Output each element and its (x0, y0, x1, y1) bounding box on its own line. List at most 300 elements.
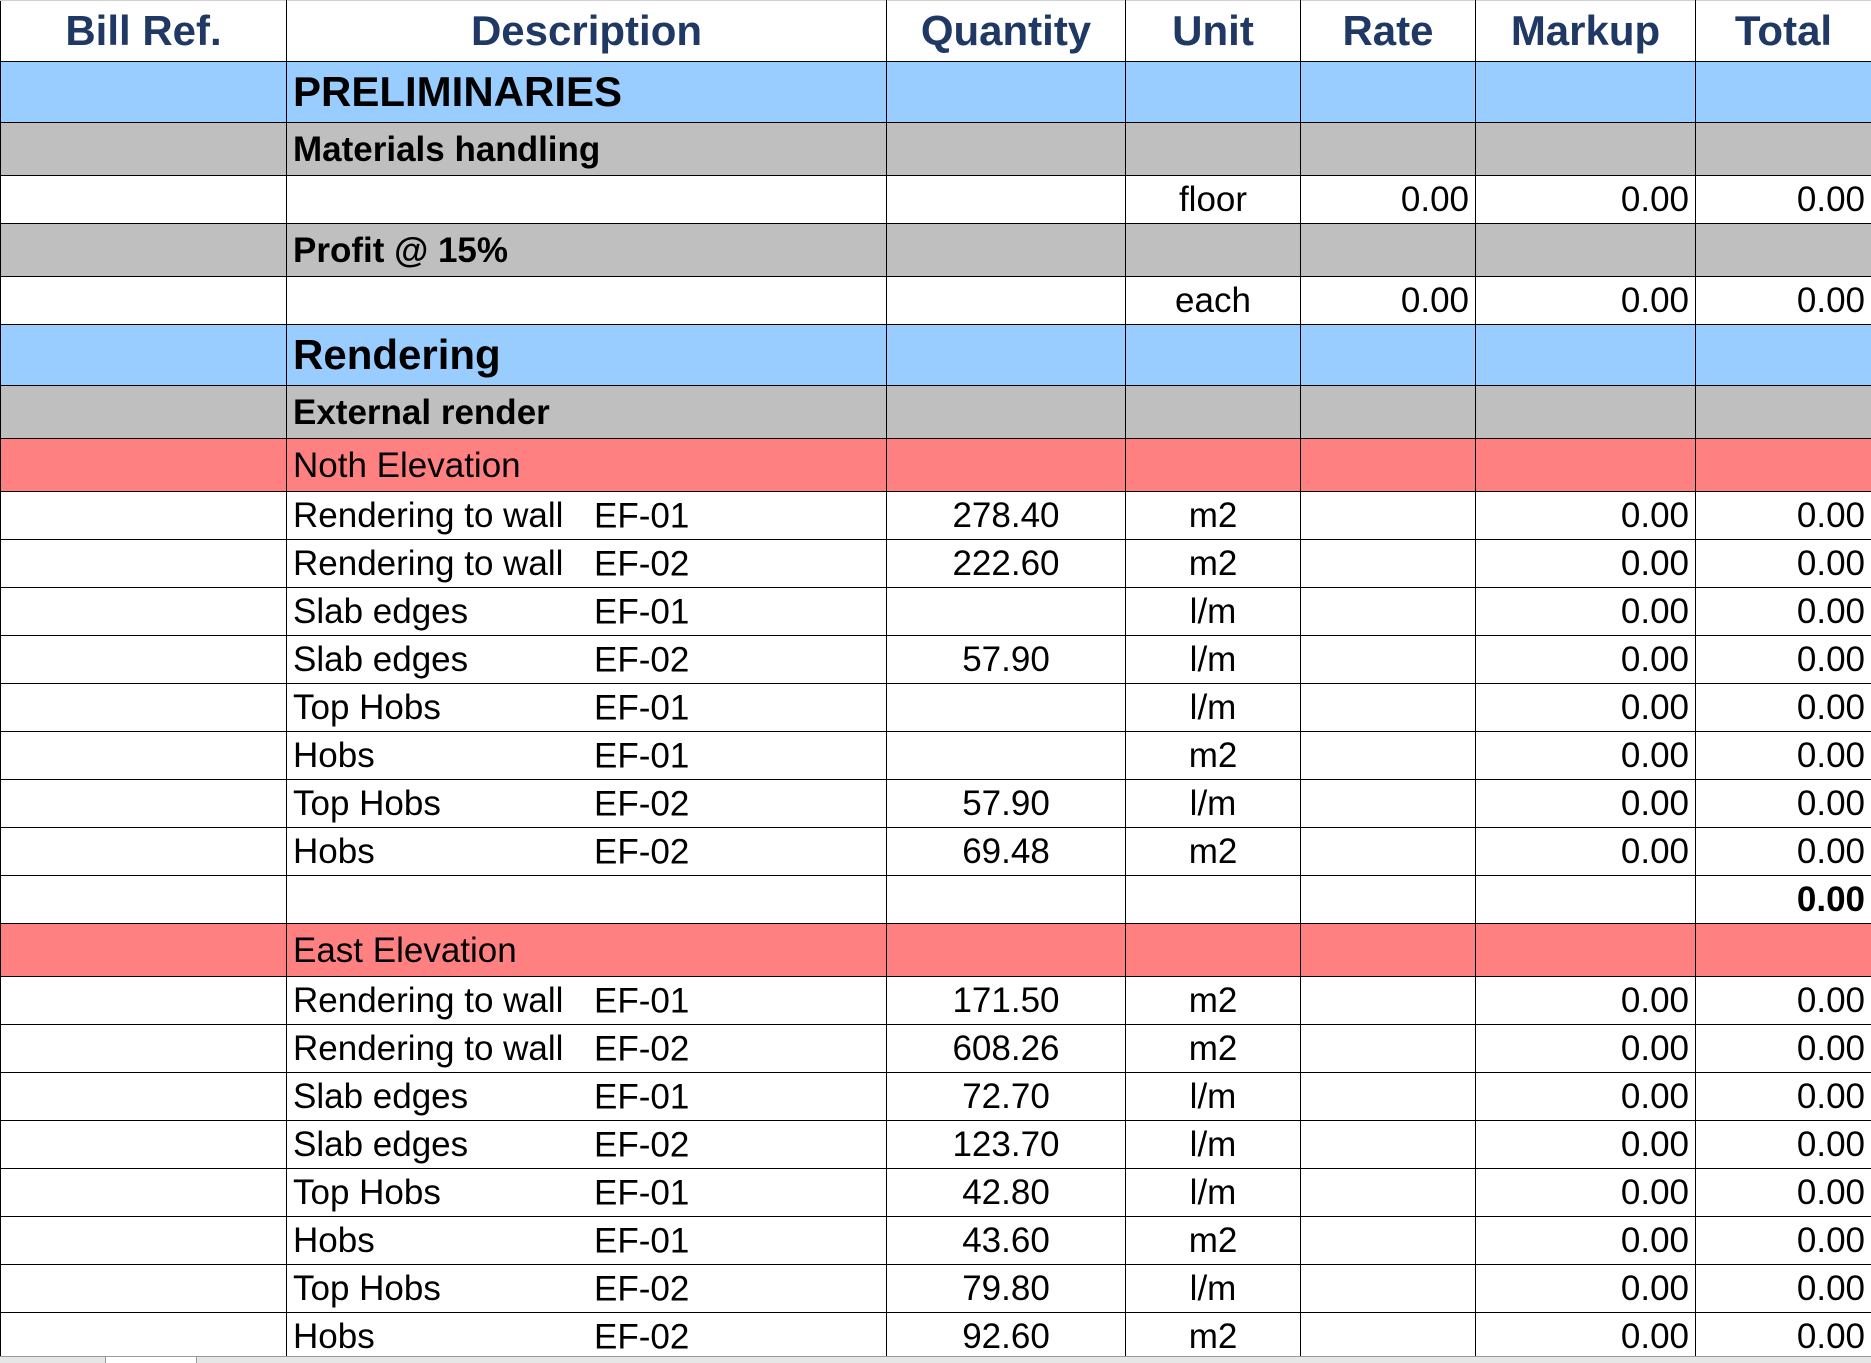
cell-markup[interactable] (1476, 1025, 1696, 1073)
cell-markup[interactable] (1476, 588, 1696, 636)
cell-bill-ref[interactable] (1, 325, 287, 386)
cell-quantity[interactable] (887, 1313, 1126, 1361)
cell-bill-ref[interactable] (1, 492, 287, 540)
table-row (1, 277, 1871, 325)
element-code: EF-02 (594, 834, 689, 869)
table-row (1, 876, 1871, 924)
cell-unit[interactable] (1126, 62, 1301, 123)
description-text: Slab edges (293, 1127, 468, 1162)
cell-description[interactable] (287, 684, 887, 732)
cell-bill-ref[interactable] (1, 732, 287, 780)
cell-quantity[interactable] (887, 876, 1126, 924)
subsection-header-row (1, 123, 1871, 176)
cell-markup-value: 0.00 (1621, 592, 1689, 631)
cell-unit[interactable] (1126, 924, 1301, 977)
description-text: Top Hobs (293, 1175, 441, 1210)
cell-description[interactable] (287, 1265, 887, 1313)
cell-total[interactable] (1696, 439, 1871, 492)
table-row (1, 977, 1871, 1025)
cell-markup[interactable] (1476, 828, 1696, 876)
cell-markup[interactable] (1476, 277, 1696, 325)
element-code: EF-01 (594, 738, 689, 773)
cell-quantity[interactable] (887, 1169, 1126, 1217)
cell-unit-value: l/m (1190, 1269, 1237, 1308)
header-bill-ref[interactable]: Bill Ref. (1, 1, 287, 62)
cell-markup-value: 0.00 (1621, 1029, 1689, 1068)
header-description[interactable]: Description (287, 1, 887, 62)
cell-bill-ref[interactable] (1, 439, 287, 492)
cell-total-value: 0.00 (1797, 281, 1865, 320)
cell-quantity[interactable] (887, 636, 1126, 684)
cell-unit[interactable] (1126, 386, 1301, 439)
cell-description[interactable] (287, 386, 887, 439)
cell-markup-value: 0.00 (1621, 832, 1689, 871)
description-text: Slab edges (293, 642, 468, 677)
cell-total[interactable] (1696, 224, 1871, 277)
cell-markup-value: 0.00 (1621, 496, 1689, 535)
table-row (1, 732, 1871, 780)
cell-rate[interactable] (1301, 62, 1476, 123)
element-code: EF-02 (594, 642, 689, 677)
table-row (1, 780, 1871, 828)
cell-rate[interactable] (1301, 277, 1476, 325)
cell-bill-ref[interactable] (1, 924, 287, 977)
cell-total-value: 0.00 (1797, 784, 1865, 823)
cell-total[interactable] (1696, 828, 1871, 876)
cell-description[interactable] (287, 780, 887, 828)
cell-description[interactable] (287, 62, 887, 123)
cell-markup[interactable] (1476, 176, 1696, 224)
cell-rate[interactable] (1301, 386, 1476, 439)
cell-markup[interactable] (1476, 439, 1696, 492)
cell-quantity[interactable] (887, 1121, 1126, 1169)
description-text: Profit @ 15% (293, 233, 508, 268)
cell-unit[interactable] (1126, 636, 1301, 684)
cell-quantity[interactable] (887, 123, 1126, 176)
cell-unit[interactable] (1126, 176, 1301, 224)
cell-description[interactable] (287, 325, 887, 386)
cell-description[interactable] (287, 828, 887, 876)
description-text: Top Hobs (293, 1271, 441, 1306)
header-markup[interactable]: Markup (1476, 1, 1696, 62)
cell-description[interactable] (287, 1217, 887, 1265)
cell-markup-value: 0.00 (1621, 1077, 1689, 1116)
cell-bill-ref[interactable] (1, 1313, 287, 1361)
cell-unit-value: l/m (1190, 592, 1237, 631)
description-text: Rendering to wall (293, 983, 563, 1018)
table-row (1, 492, 1871, 540)
cell-unit[interactable] (1126, 588, 1301, 636)
cell-markup-value: 0.00 (1621, 180, 1689, 219)
cell-markup[interactable] (1476, 224, 1696, 277)
cell-quantity[interactable] (887, 325, 1126, 386)
cell-markup[interactable] (1476, 876, 1696, 924)
cell-bill-ref[interactable] (1, 62, 287, 123)
cell-unit-value: floor (1179, 180, 1247, 219)
cell-quantity-value: 42.80 (962, 1173, 1050, 1212)
cell-total-value: 0.00 (1797, 1269, 1865, 1308)
element-code: EF-02 (594, 1127, 689, 1162)
cell-rate[interactable] (1301, 1073, 1476, 1121)
cell-bill-ref[interactable] (1, 684, 287, 732)
cell-description[interactable] (287, 1121, 887, 1169)
cell-unit[interactable] (1126, 277, 1301, 325)
cell-total[interactable] (1696, 176, 1871, 224)
description-text: PRELIMINARIES (293, 71, 622, 113)
description-text: Slab edges (293, 594, 468, 629)
cell-markup-value: 0.00 (1621, 1173, 1689, 1212)
cell-rate[interactable] (1301, 1313, 1476, 1361)
cell-markup-value: 0.00 (1621, 981, 1689, 1020)
cell-description[interactable] (287, 277, 887, 325)
cell-unit-value: each (1175, 281, 1251, 320)
cell-quantity-value: 222.60 (952, 544, 1059, 583)
table-row (1, 1121, 1871, 1169)
cell-total-value: 0.00 (1797, 880, 1865, 919)
cell-quantity[interactable] (887, 588, 1126, 636)
cell-bill-ref[interactable] (1, 1169, 287, 1217)
cell-quantity[interactable] (887, 492, 1126, 540)
cell-markup[interactable] (1476, 1217, 1696, 1265)
cell-description[interactable] (287, 224, 887, 277)
cell-rate[interactable] (1301, 924, 1476, 977)
cell-markup[interactable] (1476, 1313, 1696, 1361)
cell-description[interactable] (287, 492, 887, 540)
element-code: EF-01 (594, 594, 689, 629)
description-text: Slab edges (293, 1079, 468, 1114)
cell-total[interactable] (1696, 62, 1871, 123)
cell-total-value: 0.00 (1797, 640, 1865, 679)
cell-rate[interactable] (1301, 636, 1476, 684)
cell-bill-ref[interactable] (1, 176, 287, 224)
cell-total-value: 0.00 (1797, 981, 1865, 1020)
cell-unit[interactable] (1126, 224, 1301, 277)
cell-bill-ref[interactable] (1, 277, 287, 325)
section-header-row (1, 325, 1871, 386)
cell-total[interactable] (1696, 977, 1871, 1025)
table-row (1, 684, 1871, 732)
cell-bill-ref[interactable] (1, 780, 287, 828)
cell-quantity[interactable] (887, 386, 1126, 439)
cell-markup-value: 0.00 (1621, 544, 1689, 583)
cell-bill-ref[interactable] (1, 977, 287, 1025)
element-code: EF-02 (594, 1031, 689, 1066)
cell-unit[interactable] (1126, 492, 1301, 540)
cell-unit-value: m2 (1189, 736, 1238, 775)
cell-unit[interactable] (1126, 732, 1301, 780)
cell-description[interactable] (287, 636, 887, 684)
cell-unit[interactable] (1126, 1025, 1301, 1073)
cell-total[interactable] (1696, 492, 1871, 540)
cell-total[interactable] (1696, 123, 1871, 176)
cell-rate[interactable] (1301, 780, 1476, 828)
subsection-header-row (1, 386, 1871, 439)
cell-rate[interactable] (1301, 828, 1476, 876)
cell-total[interactable] (1696, 1313, 1871, 1361)
cell-bill-ref[interactable] (1, 1073, 287, 1121)
cell-total-value: 0.00 (1797, 688, 1865, 727)
cell-total[interactable] (1696, 684, 1871, 732)
cell-quantity-value: 79.80 (962, 1269, 1050, 1308)
header-rate[interactable]: Rate (1301, 1, 1476, 62)
description-text: Hobs (293, 738, 375, 773)
cell-rate[interactable] (1301, 439, 1476, 492)
cell-markup[interactable] (1476, 1121, 1696, 1169)
cell-quantity[interactable] (887, 732, 1126, 780)
cell-unit[interactable] (1126, 876, 1301, 924)
cell-quantity[interactable] (887, 1073, 1126, 1121)
cell-unit-value: l/m (1190, 1077, 1237, 1116)
element-code: EF-01 (594, 690, 689, 725)
cell-markup[interactable] (1476, 1169, 1696, 1217)
cell-description[interactable] (287, 1025, 887, 1073)
description-text: Top Hobs (293, 786, 441, 821)
header-total[interactable]: Total (1696, 1, 1871, 62)
cell-rate[interactable] (1301, 540, 1476, 588)
cell-quantity-value: 278.40 (952, 496, 1059, 535)
cell-rate[interactable] (1301, 1169, 1476, 1217)
cell-unit-value: m2 (1189, 1029, 1238, 1068)
header-unit[interactable]: Unit (1126, 1, 1301, 62)
header-quantity[interactable]: Quantity (887, 1, 1126, 62)
cell-total-value: 0.00 (1797, 1173, 1865, 1212)
cell-bill-ref[interactable] (1, 540, 287, 588)
cell-unit[interactable] (1126, 684, 1301, 732)
cell-markup-value: 0.00 (1621, 1317, 1689, 1356)
cell-quantity[interactable] (887, 224, 1126, 277)
cell-bill-ref[interactable] (1, 1121, 287, 1169)
subsection-header-row (1, 224, 1871, 277)
cell-unit[interactable] (1126, 439, 1301, 492)
description-text: Rendering to wall (293, 546, 563, 581)
table-body (1, 62, 1871, 1361)
cell-total[interactable] (1696, 277, 1871, 325)
cell-unit-value: m2 (1189, 496, 1238, 535)
cell-description[interactable] (287, 588, 887, 636)
cell-total[interactable] (1696, 780, 1871, 828)
cell-unit[interactable] (1126, 1265, 1301, 1313)
cell-rate[interactable] (1301, 1217, 1476, 1265)
cell-total[interactable] (1696, 1073, 1871, 1121)
description-text: Noth Elevation (293, 448, 521, 483)
cell-rate[interactable] (1301, 732, 1476, 780)
cell-rate[interactable] (1301, 325, 1476, 386)
cell-quantity-value: 171.50 (952, 981, 1059, 1020)
cell-rate[interactable] (1301, 224, 1476, 277)
cell-total-value: 0.00 (1797, 544, 1865, 583)
cell-quantity[interactable] (887, 540, 1126, 588)
cell-total[interactable] (1696, 876, 1871, 924)
cell-description[interactable] (287, 1073, 887, 1121)
cell-unit[interactable] (1126, 977, 1301, 1025)
cell-rate[interactable] (1301, 1121, 1476, 1169)
cell-rate[interactable] (1301, 123, 1476, 176)
description-text: Materials handling (293, 132, 600, 167)
cell-unit[interactable] (1126, 325, 1301, 386)
cell-markup[interactable] (1476, 1073, 1696, 1121)
cell-quantity[interactable] (887, 924, 1126, 977)
table-row (1, 588, 1871, 636)
cell-total[interactable] (1696, 588, 1871, 636)
cell-markup[interactable] (1476, 732, 1696, 780)
cell-bill-ref[interactable] (1, 1217, 287, 1265)
element-code: EF-02 (594, 546, 689, 581)
cell-markup-value: 0.00 (1621, 1221, 1689, 1260)
cell-unit-value: m2 (1189, 1317, 1238, 1356)
cell-unit[interactable] (1126, 780, 1301, 828)
cell-total-value: 0.00 (1797, 1221, 1865, 1260)
cell-markup[interactable] (1476, 540, 1696, 588)
cell-rate[interactable] (1301, 1025, 1476, 1073)
cell-markup[interactable] (1476, 1265, 1696, 1313)
cell-rate[interactable] (1301, 492, 1476, 540)
cell-markup-value: 0.00 (1621, 736, 1689, 775)
cell-unit[interactable] (1126, 123, 1301, 176)
element-code: EF-02 (594, 1271, 689, 1306)
cell-bill-ref[interactable] (1, 224, 287, 277)
cell-quantity[interactable] (887, 439, 1126, 492)
cell-total-value: 0.00 (1797, 1125, 1865, 1164)
description-text: Rendering (293, 334, 501, 376)
table-row (1, 1025, 1871, 1073)
cell-total[interactable] (1696, 386, 1871, 439)
cell-quantity[interactable] (887, 780, 1126, 828)
cell-total[interactable] (1696, 636, 1871, 684)
cell-quantity[interactable] (887, 1025, 1126, 1073)
cell-bill-ref[interactable] (1, 876, 287, 924)
cell-unit[interactable] (1126, 1217, 1301, 1265)
cell-total[interactable] (1696, 1169, 1871, 1217)
description-text: Top Hobs (293, 690, 441, 725)
element-code: EF-01 (594, 983, 689, 1018)
description-text: East Elevation (293, 933, 517, 968)
cell-unit[interactable] (1126, 1073, 1301, 1121)
cell-total-value: 0.00 (1797, 592, 1865, 631)
description-text: Hobs (293, 1319, 375, 1354)
cell-unit[interactable] (1126, 1169, 1301, 1217)
cell-total[interactable] (1696, 540, 1871, 588)
table-row (1, 176, 1871, 224)
cell-total[interactable] (1696, 325, 1871, 386)
cell-quantity[interactable] (887, 62, 1126, 123)
cell-markup[interactable] (1476, 123, 1696, 176)
cell-markup[interactable] (1476, 62, 1696, 123)
cell-markup-value: 0.00 (1621, 640, 1689, 679)
cell-bill-ref[interactable] (1, 123, 287, 176)
cell-description[interactable] (287, 123, 887, 176)
cell-markup[interactable] (1476, 636, 1696, 684)
description-text: Rendering to wall (293, 498, 563, 533)
cell-markup[interactable] (1476, 684, 1696, 732)
cell-bill-ref[interactable] (1, 636, 287, 684)
cell-total-value: 0.00 (1797, 1029, 1865, 1068)
cell-markup[interactable] (1476, 492, 1696, 540)
cell-markup[interactable] (1476, 780, 1696, 828)
table-row (1, 1265, 1871, 1313)
cell-unit-value: m2 (1189, 1221, 1238, 1260)
cell-description[interactable] (287, 977, 887, 1025)
cell-quantity[interactable] (887, 176, 1126, 224)
cell-description[interactable] (287, 1313, 887, 1361)
cell-bill-ref[interactable] (1, 386, 287, 439)
elevation-header-row (1, 924, 1871, 977)
cell-bill-ref[interactable] (1, 588, 287, 636)
description-text: Hobs (293, 1223, 375, 1258)
cell-description[interactable] (287, 732, 887, 780)
cell-total[interactable] (1696, 1265, 1871, 1313)
cell-markup[interactable] (1476, 977, 1696, 1025)
cell-rate[interactable] (1301, 1265, 1476, 1313)
cell-quantity-value: 123.70 (952, 1125, 1059, 1164)
cell-unit[interactable] (1126, 1313, 1301, 1361)
element-code: EF-01 (594, 1175, 689, 1210)
cell-description[interactable] (287, 876, 887, 924)
cell-unit-value: l/m (1190, 688, 1237, 727)
cell-unit[interactable] (1126, 1121, 1301, 1169)
cell-total-value: 0.00 (1797, 736, 1865, 775)
cell-markup[interactable] (1476, 386, 1696, 439)
element-code: EF-01 (594, 1223, 689, 1258)
cell-markup-value: 0.00 (1621, 1125, 1689, 1164)
table-row (1, 1073, 1871, 1121)
cell-quantity[interactable] (887, 277, 1126, 325)
cell-bill-ref[interactable] (1, 1265, 287, 1313)
cell-description[interactable] (287, 176, 887, 224)
cell-total[interactable] (1696, 1121, 1871, 1169)
cell-total-value: 0.00 (1797, 1317, 1865, 1356)
cell-quantity[interactable] (887, 684, 1126, 732)
cell-rate[interactable] (1301, 588, 1476, 636)
cell-quantity-value: 57.90 (962, 784, 1050, 823)
header-row (1, 1, 1871, 62)
cell-rate[interactable] (1301, 876, 1476, 924)
cell-markup-value: 0.00 (1621, 1269, 1689, 1308)
cell-unit[interactable] (1126, 540, 1301, 588)
elevation-header-row (1, 439, 1871, 492)
cell-quantity-value: 57.90 (962, 640, 1050, 679)
cell-unit[interactable] (1126, 828, 1301, 876)
cell-markup[interactable] (1476, 924, 1696, 977)
description-text: External render (293, 395, 550, 430)
cell-rate[interactable] (1301, 684, 1476, 732)
element-code: EF-01 (594, 498, 689, 533)
cell-quantity[interactable] (887, 828, 1126, 876)
cell-rate[interactable] (1301, 176, 1476, 224)
cell-quantity[interactable] (887, 977, 1126, 1025)
cell-unit-value: l/m (1190, 640, 1237, 679)
cell-markup[interactable] (1476, 325, 1696, 386)
cell-quantity[interactable] (887, 1217, 1126, 1265)
cell-total[interactable] (1696, 732, 1871, 780)
cell-rate[interactable] (1301, 977, 1476, 1025)
cell-description[interactable] (287, 1169, 887, 1217)
cell-quantity-value: 92.60 (962, 1317, 1050, 1356)
cell-description[interactable] (287, 439, 887, 492)
cell-markup-value: 0.00 (1621, 784, 1689, 823)
cell-bill-ref[interactable] (1, 1025, 287, 1073)
sheet-tab[interactable] (105, 1357, 197, 1363)
cell-total[interactable] (1696, 1025, 1871, 1073)
cell-description[interactable] (287, 924, 887, 977)
element-code: EF-01 (594, 1079, 689, 1114)
description-text: Rendering to wall (293, 1031, 563, 1066)
cell-description[interactable] (287, 540, 887, 588)
cell-quantity[interactable] (887, 1265, 1126, 1313)
description-text: Hobs (293, 834, 375, 869)
cell-total[interactable] (1696, 1217, 1871, 1265)
cell-total[interactable] (1696, 924, 1871, 977)
cell-bill-ref[interactable] (1, 828, 287, 876)
